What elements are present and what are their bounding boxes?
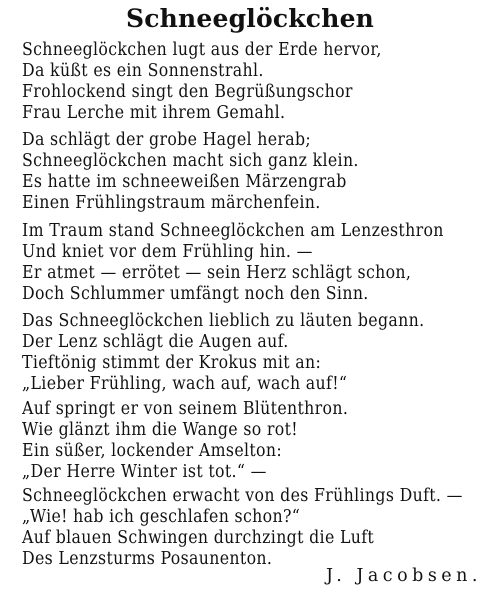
poem-line: „Wie! hab ich geschlafen schon?“ bbox=[22, 507, 301, 527]
stanza-2 bbox=[22, 130, 492, 214]
poem-line: Es hatte im schneeweißen Märzengrab bbox=[22, 172, 347, 192]
poem-line: Da küßt es ein Sonnenstrahl. bbox=[22, 61, 264, 81]
poem-line: Einen Frühlingstraum märchenfein. bbox=[22, 193, 321, 213]
poem-line: Der Lenz schlägt die Augen auf. bbox=[22, 332, 289, 352]
poem-line: Und kniet vor dem Frühling hin. — bbox=[22, 242, 313, 262]
poem-line: Auf springt er von seinem Blütenthron. bbox=[22, 399, 349, 419]
poem-line: Schneeglöckchen macht sich ganz klein. bbox=[22, 151, 359, 171]
poem-line: Da schlägt der grobe Hagel herab; bbox=[22, 130, 312, 150]
poem-line: Frau Lerche mit ihrem Gemahl. bbox=[22, 103, 286, 123]
stanza-3 bbox=[22, 221, 492, 305]
poem-title: Schneeglöckchen bbox=[125, 4, 375, 33]
stanza-4 bbox=[22, 311, 492, 395]
poem-line: Im Traum stand Schneeglöckchen am Lenzesthron bbox=[22, 221, 444, 241]
poem-line: Doch Schlummer umfängt noch den Sinn. bbox=[22, 284, 369, 304]
poem-line: Schneeglöckchen lugt aus der Erde hervor, bbox=[22, 40, 382, 60]
poem-line: Er atmet — errötet — sein Herz schlägt schon, bbox=[22, 263, 412, 283]
poem-line: „Lieber Frühling, wach auf, wach auf!“ bbox=[22, 374, 348, 394]
poem-line: Tieftönig stimmt der Krokus mit an: bbox=[22, 353, 322, 373]
poem-line: „Der Herre Winter ist tot.“ — bbox=[22, 462, 267, 482]
stanza-5 bbox=[22, 399, 492, 483]
poem-line: Auf blauen Schwingen durchzingt die Luft bbox=[22, 528, 375, 548]
poem-line: Des Lenzsturms Posaunenton. bbox=[22, 549, 273, 569]
poem-line: Wie glänzt ihm die Wange so rot! bbox=[22, 420, 298, 440]
poem-line: Schneeglöckchen erwacht von des Frühlings Duft. — bbox=[22, 486, 463, 506]
poem-line: Frohlockend singt den Begrüßungschor bbox=[22, 82, 353, 102]
poem-line: Ein süßer, lockender Amselton: bbox=[22, 441, 283, 461]
stanza-1 bbox=[22, 40, 492, 124]
poem-line: Das Schneeglöckchen lieblich zu läuten begann. bbox=[22, 311, 425, 331]
stanza-6 bbox=[22, 486, 492, 570]
author-signature: J. Jacobsen. bbox=[326, 566, 482, 586]
